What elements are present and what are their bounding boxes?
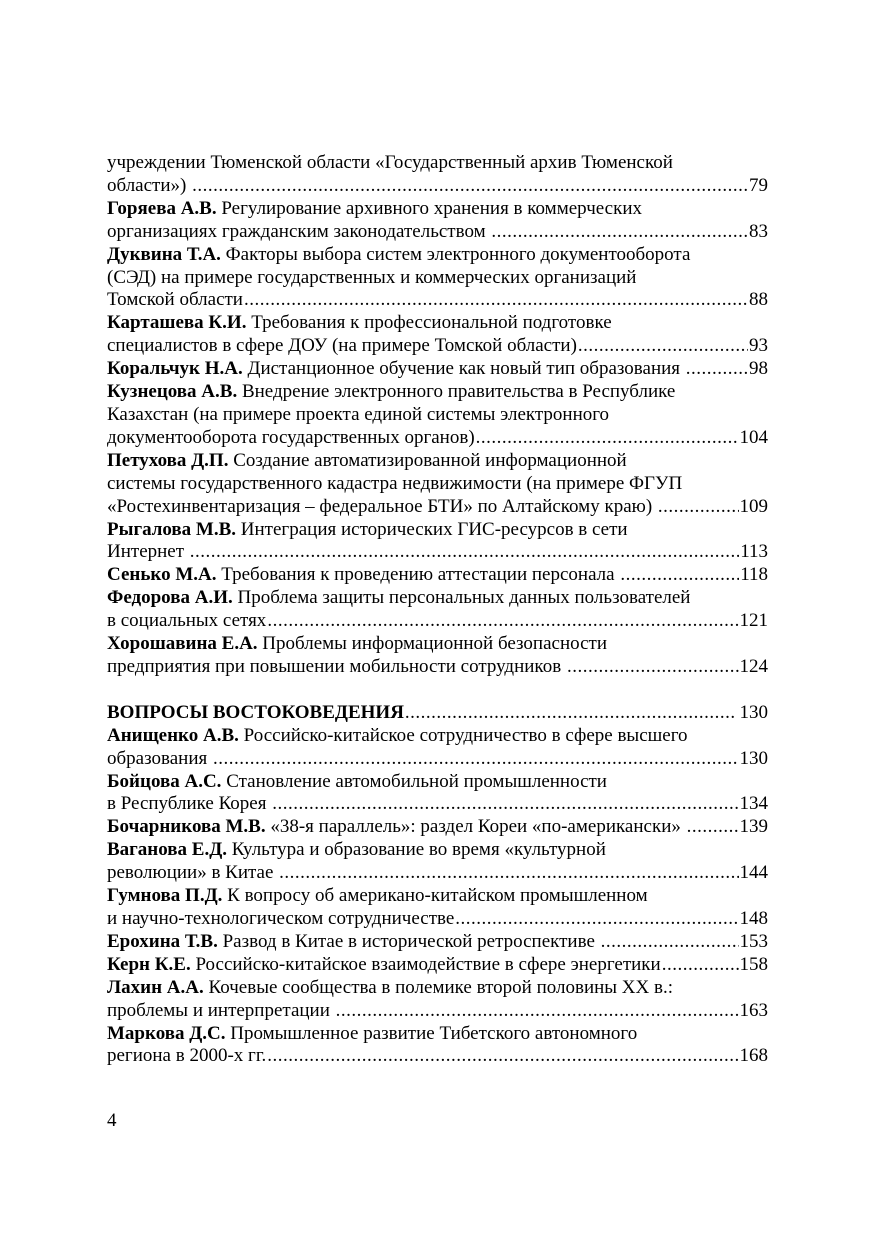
entry-last-line (107, 564, 768, 587)
entry-title-text: Требования к проведению аттестации персонала (216, 564, 620, 586)
entry-page-number: 88 (749, 289, 768, 311)
entry-last-text (107, 335, 577, 358)
entry-author: Ваганова Е.Д. (107, 839, 228, 861)
entry-page-number: 118 (740, 564, 768, 586)
dot-leader (686, 358, 748, 381)
entry-last-text (107, 908, 454, 931)
entry-title-line (107, 450, 768, 473)
dot-leader (192, 175, 748, 198)
entry-page-number: 113 (740, 541, 768, 563)
toc-entry (107, 587, 768, 633)
entry-title-text: Российско-китайское взаимодействие в сфере энергетики (190, 953, 661, 975)
toc-entry (107, 358, 768, 381)
entry-title-text: организациях гражданским законодательством (107, 220, 491, 242)
entry-page-number: 93 (749, 335, 768, 357)
entry-title-text: Внедрение электронного правительства в Республике (237, 381, 676, 403)
entry-title-text: в Республике Корея (107, 793, 272, 815)
entry-title-line (107, 1023, 768, 1046)
entry-title-text: системы государственного кадастра недвижимости (на примере ФГУП (107, 472, 683, 494)
toc-section-heading (107, 702, 768, 725)
toc-list-oriental-studies (107, 725, 768, 1069)
entry-title-text: учреждении Тюменской области «Государственный архив Тюменской (107, 152, 673, 173)
entry-last-text (107, 289, 243, 312)
entry-last-text (107, 610, 266, 633)
entry-title-text: и научно-технологическом сотрудничестве (107, 908, 455, 929)
dot-leader (190, 541, 739, 564)
entry-author: Петухова Д.П. (107, 449, 229, 471)
toc-entry (107, 152, 768, 198)
entry-title-text: Культура и образование во время «культурной (227, 839, 606, 861)
entry-title-text: в социальных сетях (107, 610, 267, 632)
entry-title-text: Проблемы информационной безопасности (257, 633, 607, 655)
entry-title-text: Томской области (107, 289, 243, 311)
entry-last-line (107, 908, 768, 931)
table-of-contents (107, 152, 768, 1068)
entry-last-text (107, 1045, 266, 1068)
entry-title-text: Интеграция исторических ГИС-ресурсов в сети (236, 518, 628, 540)
entry-title-text: Регулирование архивного хранения в коммерческих (216, 197, 642, 219)
entry-page-number: 144 (739, 862, 768, 884)
entry-title-text: Российско-китайское сотрудничество в сфере высшего (238, 724, 688, 746)
entry-title-text: специалистов в сфере ДОУ (на примере Томской области) (107, 335, 577, 357)
dot-leader (267, 610, 738, 633)
dot-leader (567, 656, 739, 679)
entry-title-line (107, 839, 768, 862)
entry-page-number: 168 (739, 1045, 768, 1067)
entry-page-number: 139 (739, 816, 768, 838)
toc-entry (107, 519, 768, 565)
entry-last-text (107, 221, 490, 244)
entry-last-line (107, 748, 768, 771)
entry-title-text: революции» в Китае (107, 862, 279, 884)
entry-page-number: 83 (749, 220, 768, 242)
toc-entry (107, 633, 768, 679)
toc-entry (107, 725, 768, 771)
entry-title-text: проблемы и интерпретации (107, 999, 335, 1021)
entry-title-line (107, 519, 768, 542)
entry-author: Маркова Д.С. (107, 1022, 226, 1044)
dot-leader (687, 816, 739, 839)
entry-last-line (107, 610, 768, 633)
toc-entry (107, 312, 768, 358)
entry-last-line (107, 541, 768, 564)
entry-last-text (107, 427, 475, 450)
entry-author: Хорошавина Е.А. (107, 633, 258, 655)
toc-entry (107, 450, 768, 519)
entry-title-line (107, 152, 768, 175)
dot-leader (658, 496, 739, 519)
entry-author: Гумнова П.Д. (107, 885, 223, 907)
entry-title-text: Дистанционное обучение как новый тип образования (242, 358, 685, 380)
entry-title-line (107, 725, 768, 748)
entry-last-text (107, 564, 619, 587)
dot-leader (272, 793, 738, 816)
entry-last-line (107, 427, 768, 450)
entry-title-text: Факторы выбора систем электронного документооборота (220, 243, 691, 265)
entry-last-line (107, 816, 768, 839)
entry-last-line (107, 1000, 768, 1023)
dot-leader (267, 1045, 738, 1068)
entry-title-line (107, 473, 768, 496)
dot-leader (620, 564, 739, 587)
toc-entry (107, 885, 768, 931)
entry-last-text (107, 816, 686, 839)
toc-entry (107, 198, 768, 244)
entry-author: Федорова А.И. (107, 587, 233, 609)
entry-title-line (107, 885, 768, 908)
entry-title-text: Развод в Китае в исторической ретроспективе (217, 930, 600, 952)
entry-last-line (107, 656, 768, 679)
dot-leader (279, 862, 738, 885)
entry-title-line (107, 312, 768, 335)
entry-page-number: 134 (739, 793, 768, 815)
toc-entry (107, 839, 768, 885)
toc-entry (107, 954, 768, 977)
entry-last-text (107, 862, 278, 885)
entry-last-text (107, 793, 271, 816)
entry-author: Коральчук Н.А. (107, 358, 243, 380)
entry-page-number: 121 (739, 610, 768, 632)
entry-last-line (107, 931, 768, 954)
entry-author: Бочарникова М.В. (107, 816, 266, 838)
entry-page-number: 79 (749, 174, 768, 196)
toc-entry (107, 381, 768, 450)
entry-last-text (107, 656, 566, 679)
entry-author: Дуквина Т.А. (107, 243, 221, 265)
dot-leader (601, 931, 739, 954)
entry-page-number: 130 (739, 747, 768, 769)
entry-title-text: Кочевые сообщества в полемике второй половины XX в.: (203, 976, 673, 998)
entry-last-text (107, 931, 600, 954)
entry-last-text (107, 175, 191, 198)
dot-leader (491, 221, 748, 244)
entry-author: Бойцова А.С. (107, 770, 222, 792)
entry-title-text: Становление автомобильной промышленности (221, 770, 607, 792)
dot-leader (336, 1000, 739, 1023)
entry-last-line (107, 221, 768, 244)
entry-title-text: К вопросу об американо-китайском промышленном (222, 885, 648, 907)
entry-page-number: 98 (749, 358, 768, 380)
entry-author: Горяева А.В. (107, 197, 217, 219)
dot-leader (662, 954, 739, 977)
entry-title-text: предприятия при повышении мобильности сотрудников (107, 655, 566, 677)
entry-page-number: 124 (739, 655, 768, 677)
section-title: ВОПРОСЫ ВОСТОКОВЕДЕНИЯ (107, 701, 404, 723)
entry-title-line (107, 977, 768, 1000)
entry-last-text (107, 748, 212, 771)
entry-last-line (107, 496, 768, 519)
entry-last-line (107, 358, 768, 381)
entry-last-text (107, 496, 657, 519)
entry-author: Лахин А.А. (107, 976, 204, 998)
entry-title-text: «38-я параллель»: раздел Кореи «по-американски» (265, 816, 686, 838)
entry-author: Сенько М.А. (107, 564, 217, 586)
entry-last-line (107, 289, 768, 312)
entry-title-text: Интернет (107, 541, 189, 563)
entry-last-text (107, 358, 685, 381)
dot-leader (476, 427, 739, 450)
toc-entry (107, 816, 768, 839)
toc-entry (107, 1023, 768, 1069)
entry-last-text (107, 954, 661, 977)
entry-author: Рыгалова М.В. (107, 518, 237, 540)
entry-last-line (107, 335, 768, 358)
entry-page-number: 158 (739, 953, 768, 975)
section-spacer (107, 679, 768, 702)
entry-author: Керн К.Е. (107, 953, 191, 975)
entry-last-line (107, 175, 768, 198)
entry-title-text: региона в 2000-х гг. (107, 1045, 267, 1067)
entry-title-line (107, 267, 768, 290)
dot-leader (405, 702, 736, 725)
dot-leader (455, 908, 738, 931)
entry-title-line (107, 587, 768, 610)
entry-author: Ерохина Т.В. (107, 930, 218, 952)
entry-last-text (107, 541, 189, 564)
entry-title-text: «Ростехинвентаризация – федеральное БТИ» по Алтайскому краю) (107, 495, 657, 517)
entry-last-line (107, 1045, 768, 1068)
entry-last-line (107, 954, 768, 977)
entry-last-line (107, 793, 768, 816)
entry-page-number: 104 (739, 426, 768, 448)
entry-title-text: документооборота государственных органов) (107, 426, 475, 448)
entry-title-line (107, 404, 768, 427)
entry-page-number: 109 (739, 495, 768, 517)
entry-title-text: Промышленное развитие Тибетского автономного (225, 1022, 638, 1044)
entry-title-line (107, 633, 768, 656)
entry-author: Анищенко А.В. (107, 724, 239, 746)
entry-author: Карташева К.И. (107, 312, 247, 334)
entry-title-text: Требования к профессиональной подготовке (246, 312, 612, 334)
entry-title-text: области») (107, 174, 192, 196)
toc-entry (107, 244, 768, 313)
toc-list-archival (107, 152, 768, 679)
dot-leader (213, 748, 739, 771)
toc-entry (107, 564, 768, 587)
entry-page-number: 163 (739, 999, 768, 1021)
entry-author: Кузнецова А.В. (107, 381, 238, 403)
entry-title-text: Проблема защиты персональных данных пользователей (232, 587, 691, 609)
entry-title-text: образования (107, 747, 212, 769)
page-number: 4 (107, 1110, 117, 1131)
entry-page-number: 153 (739, 930, 768, 952)
entry-title-line (107, 381, 768, 404)
entry-title-line (107, 244, 768, 267)
dot-leader (244, 289, 748, 312)
entry-last-line (107, 862, 768, 885)
entry-last-text (107, 1000, 335, 1023)
toc-entry (107, 977, 768, 1023)
entry-title-text: Казахстан (на примере проекта единой системы электронного (107, 403, 610, 425)
toc-entry (107, 931, 768, 954)
entry-page-number: 148 (739, 908, 768, 929)
toc-entry (107, 771, 768, 817)
entry-title-text: Создание автоматизированной информационной (228, 449, 627, 471)
dot-leader (578, 335, 748, 358)
entry-title-text: (СЭД) на примере государственных и коммерческих организаций (107, 266, 637, 288)
entry-title-line (107, 771, 768, 794)
section-page-number: 130 (739, 701, 768, 723)
entry-title-line (107, 198, 768, 221)
